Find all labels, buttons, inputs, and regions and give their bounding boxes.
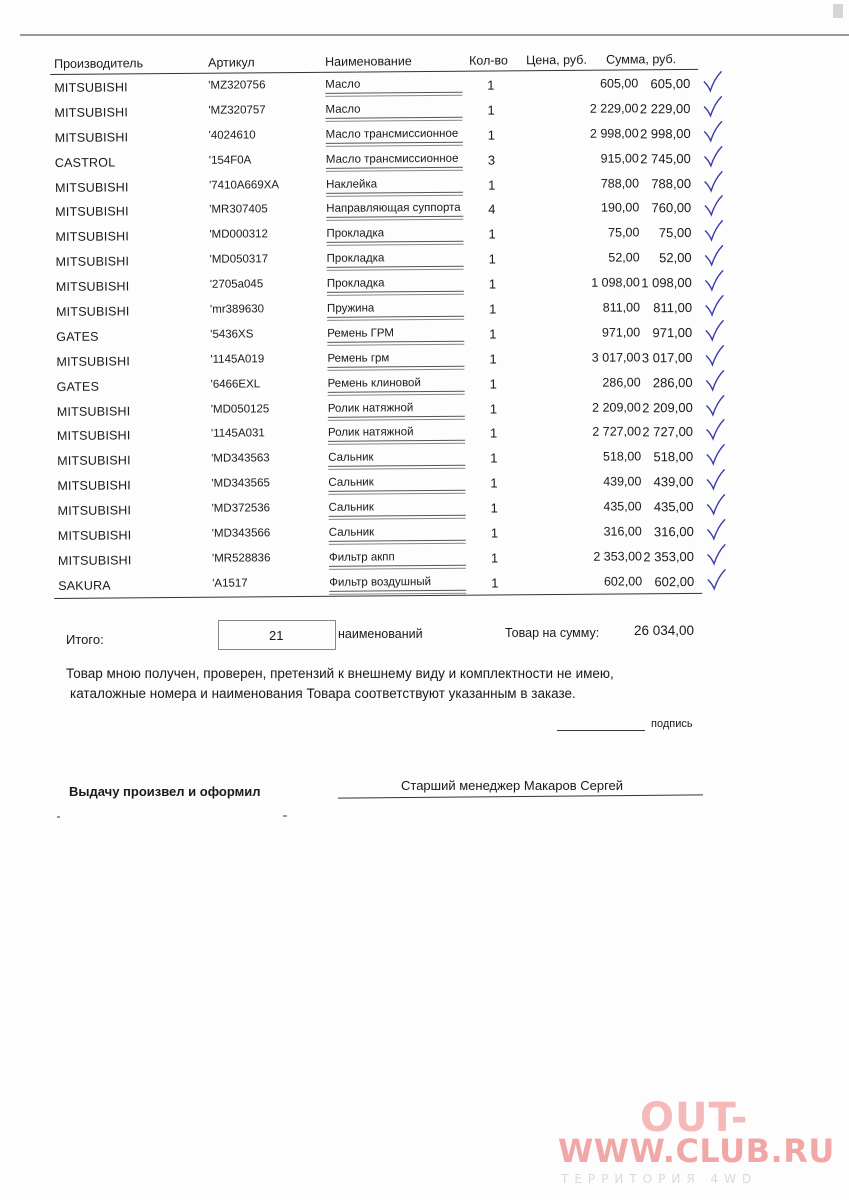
- checkmark-icon: [703, 145, 723, 167]
- cell-price: 788,00: [600, 175, 640, 191]
- checkmark-icon: [703, 195, 723, 217]
- header-name: Наименование: [325, 54, 412, 69]
- checkmark-icon: [706, 544, 726, 566]
- cell-qty: 4: [488, 201, 496, 218]
- cell-price: 2 998,00: [589, 126, 639, 141]
- cell-qty: 1: [488, 251, 496, 267]
- cell-article: 'MZ320757: [208, 104, 266, 117]
- cell-article: '5436XS: [210, 328, 254, 341]
- cell-qty: 1: [488, 276, 497, 292]
- checkmark-icon: [702, 71, 722, 93]
- cell-qty: 1: [490, 475, 498, 491]
- cell-article: '2705a045: [209, 278, 264, 291]
- cell-manufacturer: MITSUBISHI: [55, 204, 129, 220]
- total-sum-label: Товар на сумму:: [505, 626, 600, 640]
- cell-sum: 439,00: [653, 474, 694, 490]
- cell-price: 518,00: [602, 449, 642, 465]
- cell-name: Сальник: [328, 451, 374, 465]
- total-sum-value: 26 034,00: [634, 623, 695, 638]
- receipt-statement: [66, 664, 614, 704]
- cell-price: 811,00: [602, 300, 641, 315]
- cell-name: Прокладка: [326, 227, 385, 241]
- cell-name: Ролик натяжной: [327, 401, 414, 415]
- cell-qty: 1: [490, 525, 499, 541]
- cell-manufacturer: MITSUBISHI: [56, 428, 131, 444]
- header-qty: Кол-во: [469, 53, 509, 68]
- cell-price: 602,00: [603, 574, 643, 589]
- cell-name: Ролик натяжной: [327, 426, 414, 440]
- name-underline: [329, 590, 466, 595]
- cell-manufacturer: MITSUBISHI: [57, 503, 132, 519]
- total-count: 21: [269, 628, 284, 643]
- checkmark-icon: [704, 345, 724, 367]
- cell-price: 439,00: [603, 474, 642, 489]
- cell-price: 915,00: [600, 151, 639, 166]
- watermark-line-3: ТЕРРИТОРИЯ 4WD: [561, 1172, 758, 1186]
- cell-price: 190,00: [600, 200, 640, 216]
- cell-name: Ремень ГРМ: [327, 327, 395, 340]
- cell-manufacturer: MITSUBISHI: [54, 80, 128, 95]
- cell-manufacturer: MITSUBISHI: [57, 528, 132, 543]
- cell-qty: 1: [489, 376, 497, 392]
- issued-by-value: Старший менеджер Макаров Сергей: [401, 778, 624, 793]
- cell-qty: 1: [490, 550, 499, 566]
- cell-price: 52,00: [608, 250, 640, 265]
- cell-manufacturer: MITSUBISHI: [57, 553, 132, 568]
- cell-manufacturer: GATES: [56, 379, 100, 394]
- total-count-label: наименований: [338, 627, 423, 641]
- cell-qty: 1: [487, 77, 495, 93]
- cell-manufacturer: MITSUBISHI: [55, 179, 129, 195]
- cell-price: 2 353,00: [593, 549, 643, 564]
- cell-article: 'mr389630: [209, 303, 265, 316]
- cell-price: 2 727,00: [592, 424, 642, 440]
- checkmark-icon: [705, 444, 725, 466]
- cell-price: 75,00: [608, 225, 640, 240]
- cell-name: Направляющая суппорта: [326, 202, 461, 216]
- cell-manufacturer: MITSUBISHI: [54, 130, 129, 145]
- cell-sum: 518,00: [653, 449, 694, 465]
- cell-name: Масло: [325, 103, 361, 116]
- cell-sum: 1 098,00: [641, 275, 692, 291]
- cell-sum: 286,00: [652, 374, 693, 390]
- signature-label: подпись: [651, 718, 693, 730]
- cell-price: 316,00: [603, 524, 642, 539]
- cell-qty: 1: [488, 301, 497, 317]
- cell-article: '6466EXL: [210, 378, 261, 391]
- cell-sum: 811,00: [653, 299, 693, 316]
- cell-qty: 1: [490, 500, 498, 516]
- checkmark-icon: [703, 220, 723, 242]
- cell-name: Ремень грм: [327, 352, 390, 365]
- cell-article: 'MR307405: [209, 203, 268, 217]
- cell-qty: 1: [487, 127, 495, 143]
- cell-name: Масло трансмиссионное: [325, 127, 459, 141]
- statement-line-1: Товар мною получен, проверен, претензий к внешнему виду и комплектности не имею,: [66, 666, 614, 681]
- cell-article: 'MD050317: [209, 253, 269, 266]
- cell-sum: 3 017,00: [641, 349, 693, 366]
- statement-line-2: каталожные номера и наименования Товара соответствуют указанным в заказе.: [70, 686, 576, 701]
- checkmark-icon: [705, 419, 725, 441]
- cell-name: Масло: [325, 78, 361, 91]
- cell-name: Фильтр акпп: [328, 551, 395, 564]
- cell-sum: 435,00: [653, 499, 694, 515]
- checkmark-icon: [705, 369, 725, 391]
- cell-manufacturer: MITSUBISHI: [57, 478, 132, 494]
- cell-article: 'MD372536: [211, 502, 271, 515]
- cell-manufacturer: MITSUBISHI: [57, 453, 131, 469]
- cell-qty: 1: [491, 575, 499, 591]
- cell-qty: 1: [487, 102, 495, 118]
- cell-name: Прокладка: [326, 252, 385, 266]
- cell-sum: 605,00: [650, 75, 691, 92]
- cell-sum: 602,00: [654, 573, 695, 590]
- header-sum: Сумма, руб.: [606, 52, 677, 67]
- header-manufacturer: Производитель: [54, 56, 144, 71]
- checkmark-icon: [703, 121, 723, 143]
- cell-name: Фильтр воздушный: [329, 575, 432, 589]
- cell-manufacturer: MITSUBISHI: [55, 304, 130, 319]
- cell-manufacturer: GATES: [56, 329, 99, 344]
- watermark-line-1: OUT-: [640, 1095, 749, 1141]
- watermark-line-2: WWW.CLUB.RU: [558, 1132, 835, 1170]
- cell-article: 'A1517: [212, 577, 248, 590]
- cell-article: 'MD050125: [210, 402, 270, 416]
- cell-sum: 52,00: [659, 250, 692, 266]
- cell-name: Сальник: [328, 501, 374, 514]
- cell-article: '1145A019: [210, 353, 265, 366]
- checkmark-icon: [706, 519, 726, 541]
- cell-article: '4024610: [208, 129, 256, 142]
- cell-price: 286,00: [602, 375, 641, 390]
- scan-speck: [57, 816, 60, 818]
- scan-corner-mark: [833, 4, 843, 18]
- cell-article: 'MD343563: [211, 452, 270, 466]
- cell-price: 971,00: [601, 325, 641, 340]
- cell-manufacturer: MITSUBISHI: [56, 403, 131, 419]
- cell-qty: 1: [489, 401, 498, 417]
- checkmark-icon: [704, 270, 724, 292]
- cell-sum: 75,00: [658, 225, 692, 241]
- table-body: [50, 70, 754, 598]
- cell-manufacturer: MITSUBISHI: [54, 105, 129, 120]
- signature-line: [557, 730, 645, 731]
- cell-sum: 2 353,00: [643, 548, 695, 565]
- cell-article: 'MD343565: [211, 477, 270, 490]
- cell-sum: 971,00: [652, 324, 693, 341]
- cell-name: Сальник: [328, 526, 375, 539]
- cell-article: '1145A031: [210, 427, 265, 441]
- cell-sum: 316,00: [653, 523, 694, 540]
- cell-name: Ремень клиновой: [327, 376, 421, 390]
- cell-manufacturer: MITSUBISHI: [56, 354, 131, 369]
- header-article: Артикул: [208, 55, 255, 70]
- cell-sum: 788,00: [651, 175, 692, 191]
- cell-qty: 1: [489, 351, 497, 367]
- cell-qty: 3: [487, 152, 496, 168]
- scan-speck: [283, 815, 287, 817]
- cell-article: 'MD000312: [209, 228, 268, 242]
- cell-sum: 2 998,00: [639, 125, 691, 142]
- cell-article: 'MZ320756: [208, 79, 266, 92]
- cell-manufacturer: MITSUBISHI: [55, 229, 130, 245]
- checkmark-icon: [704, 295, 724, 317]
- cell-sum: 2 745,00: [640, 150, 691, 167]
- issued-by-label: Выдачу произвел и оформил: [69, 784, 261, 799]
- checkmark-icon: [704, 245, 724, 267]
- items-table: [50, 47, 754, 599]
- cell-qty: 1: [489, 326, 497, 342]
- cell-sum: 760,00: [651, 200, 692, 216]
- total-label: Итого:: [66, 632, 104, 647]
- cell-qty: 1: [487, 177, 496, 193]
- totals-block: [0, 610, 849, 660]
- cell-price: 435,00: [603, 499, 642, 514]
- header-price: Цена, руб.: [526, 52, 587, 68]
- cell-name: Сальник: [328, 476, 374, 490]
- issued-by-line: [338, 794, 703, 798]
- cell-price: 2 209,00: [592, 399, 641, 415]
- checkmark-icon: [706, 569, 726, 591]
- cell-manufacturer: MITSUBISHI: [55, 279, 130, 295]
- cell-article: '154F0A: [208, 154, 252, 167]
- cell-sum: 2 229,00: [639, 100, 691, 117]
- checkmark-icon: [705, 494, 725, 516]
- cell-sum: 2 209,00: [642, 399, 693, 415]
- cell-article: '7410A669XA: [209, 178, 280, 192]
- checkmark-icon: [702, 96, 722, 118]
- cell-manufacturer: CASTROL: [54, 155, 116, 170]
- cell-manufacturer: MITSUBISHI: [55, 254, 130, 270]
- top-rule: [20, 34, 849, 36]
- cell-name: Масло трансмиссионное: [325, 152, 459, 166]
- checkmark-icon: [703, 170, 723, 192]
- checkmark-icon: [704, 320, 724, 342]
- cell-manufacturer: SAKURA: [58, 578, 111, 593]
- cell-price: 3 017,00: [591, 350, 641, 365]
- cell-qty: 1: [489, 425, 498, 442]
- cell-article: 'MR528836: [211, 552, 271, 565]
- cell-qty: 1: [488, 226, 496, 242]
- checkmark-icon: [705, 469, 725, 491]
- cell-name: Пружина: [326, 302, 375, 315]
- total-count-box: [218, 620, 336, 650]
- cell-price: 605,00: [599, 76, 639, 91]
- cell-price: 1 098,00: [591, 275, 640, 290]
- cell-article: 'MD343566: [211, 527, 271, 540]
- cell-qty: 1: [490, 450, 498, 466]
- cell-sum: 2 727,00: [642, 424, 694, 440]
- cell-name: Наклейка: [326, 177, 378, 191]
- cell-name: Прокладка: [326, 277, 385, 290]
- checkmark-icon: [705, 394, 725, 416]
- cell-price: 2 229,00: [589, 101, 639, 116]
